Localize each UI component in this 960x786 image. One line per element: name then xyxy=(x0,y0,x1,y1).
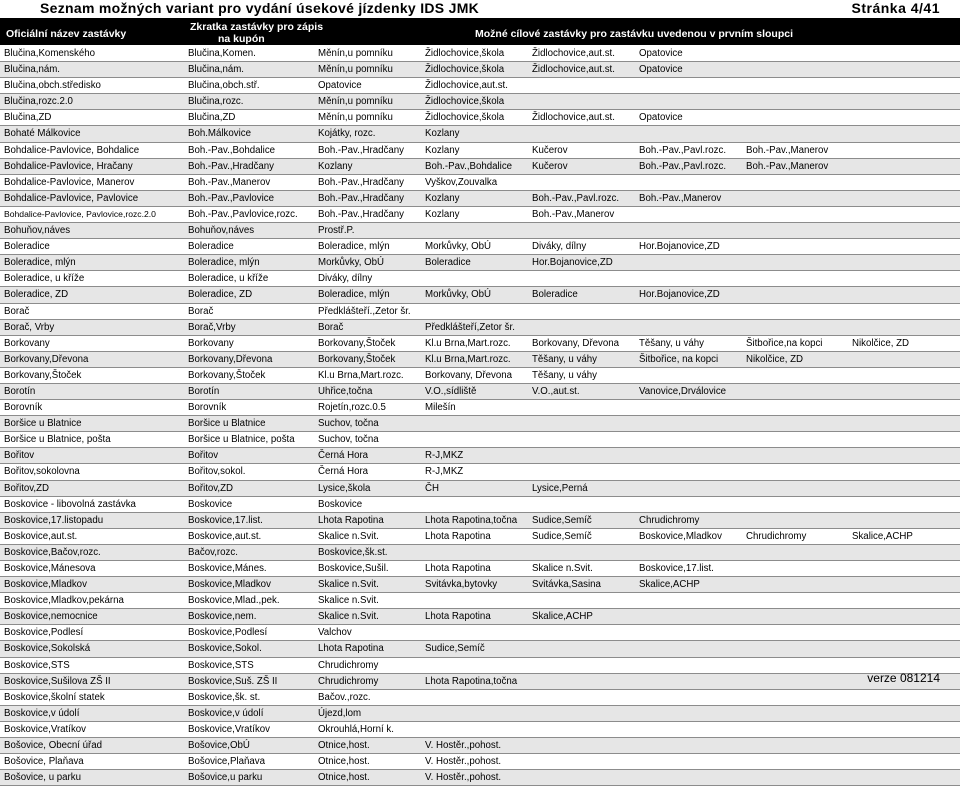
table-row xyxy=(0,207,960,223)
table-row xyxy=(0,110,960,126)
stop-abbrev-cell: Boleradice, u kříže xyxy=(188,273,269,285)
table-row xyxy=(0,304,960,320)
stop-abbrev-cell: Bořitov,ZD xyxy=(188,482,234,494)
table-row xyxy=(0,432,960,448)
target-stop-cell: Boh.-Pav.,Hradčany xyxy=(318,208,404,220)
target-stop-cell: Uhřice,točna xyxy=(318,385,373,397)
stop-abbrev-cell: Blučina,Komen. xyxy=(188,48,256,59)
stop-name-cell: Boleradice xyxy=(4,241,50,253)
stop-name-cell: Boskovice,Sušilova ZŠ II xyxy=(4,675,111,687)
target-stop-cell: Svitávka,Sasina xyxy=(532,579,601,591)
target-stop-cell: Chrudichromy xyxy=(318,675,379,687)
stop-name-cell: Bošovice, Obecní úřad xyxy=(4,740,103,752)
stop-name-cell: Boskovice,v údolí xyxy=(4,707,80,719)
target-stop-cell: Boh.-Pav.,Manerov xyxy=(639,192,722,204)
stop-name-cell: Blučina,Komenského xyxy=(4,48,96,59)
table-row xyxy=(0,658,960,674)
target-stop-cell: Měnín,u pomníku xyxy=(318,64,393,76)
target-stop-cell: Boleradice xyxy=(532,289,578,301)
target-stop-cell: Židlochovice,aut.st. xyxy=(532,48,615,59)
table-row xyxy=(0,674,960,690)
stop-name-cell: Boskovice,školní statek xyxy=(4,691,105,703)
target-stop-cell: Borač xyxy=(318,321,344,333)
stop-abbrev-cell: Boskovice,v údolí xyxy=(188,707,264,719)
target-stop-cell: Šitbořice,na kopci xyxy=(746,337,823,349)
target-stop-cell: Boh.-Pav.,Bohdalice xyxy=(425,160,513,172)
stop-name-cell: Boskovice,Vratíkov xyxy=(4,723,87,735)
target-stop-cell: Boh.-Pav.,Pavl.rozc. xyxy=(639,144,727,156)
target-stop-cell: Kučerov xyxy=(532,144,568,156)
stop-name-cell: Blučina,rozc.2.0 xyxy=(4,96,73,108)
stop-abbrev-cell: Boskovice,aut.st. xyxy=(188,530,262,542)
target-stop-cell: Černá Hora xyxy=(318,450,369,462)
col-header-abbrev xyxy=(190,21,323,45)
target-stop-cell: Černá Hora xyxy=(318,466,369,478)
stop-name-cell: Boršice u Blatnice, pošta xyxy=(4,434,111,446)
stop-abbrev-cell: Bošovice,ObÚ xyxy=(188,740,250,752)
target-stop-cell: Diváky, dílny xyxy=(532,241,587,253)
stop-abbrev-cell: Borovník xyxy=(188,402,227,414)
target-stop-cell: Skalice n.Svit. xyxy=(318,595,379,607)
target-stop-cell: Lhota Rapotina,točna xyxy=(425,514,518,526)
stop-abbrev-cell: Boh.Málkovice xyxy=(188,128,251,140)
target-stop-cell: Skalice n.Svit. xyxy=(318,611,379,623)
stop-abbrev-cell: Borač xyxy=(188,305,214,317)
target-stop-cell: Opatovice xyxy=(639,48,683,59)
target-stop-cell: Kl.u Brna,Mart.rozc. xyxy=(318,369,404,381)
target-stop-cell: Skalice n.Svit. xyxy=(318,579,379,591)
table-row xyxy=(0,46,960,62)
target-stop-cell: Sudice,Semíč xyxy=(532,514,592,526)
target-stop-cell: Újezd,lom xyxy=(318,707,362,719)
target-stop-cell: Těšany, u váhy xyxy=(532,353,597,365)
target-stop-cell: Židlochovice,aut.st. xyxy=(425,80,508,92)
target-stop-cell: Měnín,u pomníku xyxy=(318,112,393,124)
table-row xyxy=(0,271,960,287)
stop-abbrev-cell: Boskovice,Podlesí xyxy=(188,627,268,639)
target-stop-cell: Vyškov,Zouvalka xyxy=(425,176,498,188)
target-stop-cell: Boh.-Pav.,Manerov xyxy=(532,208,615,220)
target-stop-cell: Opatovice xyxy=(639,64,683,76)
table-row xyxy=(0,94,960,110)
target-stop-cell: Kl.u Brna,Mart.rozc. xyxy=(425,337,511,349)
target-stop-cell: Těšany, u váhy xyxy=(639,337,704,349)
stop-abbrev-cell: Borkovany,Dřevona xyxy=(188,353,273,365)
table-row xyxy=(0,464,960,480)
target-stop-cell: Boh.-Pav.,Manerov xyxy=(746,160,829,172)
target-stop-cell: Otnice,host. xyxy=(318,772,370,784)
stop-name-cell: Bohaté Málkovice xyxy=(4,128,81,140)
table-row xyxy=(0,368,960,384)
target-stop-cell: Morkůvky, ObÚ xyxy=(425,241,492,253)
target-stop-cell: Boskovice xyxy=(318,498,363,510)
table-row xyxy=(0,738,960,754)
stop-name-cell: Borkovany,Štoček xyxy=(4,369,82,381)
table-row xyxy=(0,513,960,529)
target-stop-cell: Nikolčice, ZD xyxy=(852,337,910,349)
stop-abbrev-cell: Bořitov xyxy=(188,450,219,462)
table-row xyxy=(0,706,960,722)
target-stop-cell: Kozlany xyxy=(425,208,460,220)
target-stop-cell: Boleradice xyxy=(425,257,471,269)
stop-name-cell: Borotín xyxy=(4,385,36,397)
stop-abbrev-cell: Boskovice,Mlad.,pek. xyxy=(188,595,280,607)
stop-name-cell: Bořitov xyxy=(4,450,35,462)
target-stop-cell: Židlochovice,škola xyxy=(425,112,505,124)
target-stop-cell: Hor.Bojanovice,ZD xyxy=(532,257,613,269)
target-stop-cell: Opatovice xyxy=(318,80,362,92)
target-stop-cell: Skalice,ACHP xyxy=(532,611,593,623)
target-stop-cell: Borkovany, Dřevona xyxy=(425,369,513,381)
table-row xyxy=(0,609,960,625)
stop-abbrev-cell: Boskovice,Sokol. xyxy=(188,643,262,655)
target-stop-cell: Bačov.,rozc. xyxy=(318,691,371,703)
stop-name-cell: Bošovice, Plaňava xyxy=(4,756,84,768)
stop-name-cell: Blučina,nám. xyxy=(4,64,61,76)
target-stop-cell: Boh.-Pav.,Hradčany xyxy=(318,144,404,156)
stop-name-cell: Bohdalice-Pavlovice, Pavlovice xyxy=(4,192,139,204)
target-stop-cell: Kozlany xyxy=(425,128,460,140)
target-stop-cell: Předklášteří,Zetor šr. xyxy=(425,321,515,333)
stop-name-cell: Boskovice,STS xyxy=(4,659,70,671)
stop-name-cell: Borkovany xyxy=(4,337,50,349)
table-row xyxy=(0,641,960,657)
target-stop-cell: Předklášteří.,Zetor šr. xyxy=(318,305,411,317)
table-row xyxy=(0,223,960,239)
target-stop-cell: Skalice,ACHP xyxy=(639,579,700,591)
target-stop-cell: Kučerov xyxy=(532,160,568,172)
target-stop-cell: Kozlany xyxy=(318,160,353,172)
stop-name-cell: Bohuňov,náves xyxy=(4,225,71,237)
table-row xyxy=(0,62,960,78)
target-stop-cell: Lhota Rapotina xyxy=(425,563,491,574)
target-stop-cell: Okrouhlá,Horní k. xyxy=(318,723,394,735)
stop-abbrev-cell: Boh.-Pav.,Pavlovice,rozc. xyxy=(188,208,298,220)
table-row xyxy=(0,159,960,175)
target-stop-cell: Nikolčice, ZD xyxy=(746,353,804,365)
target-stop-cell: Lhota Rapotina xyxy=(425,611,491,623)
target-stop-cell: V.O.,sídliště xyxy=(425,385,477,397)
stop-abbrev-cell: Borkovany,Štoček xyxy=(188,369,266,381)
stop-abbrev-cell: Boskovice,Vratíkov xyxy=(188,723,271,735)
target-stop-cell: Skalice,ACHP xyxy=(852,530,913,542)
table-row xyxy=(0,690,960,706)
stop-name-cell: Blučina,obch.středisko xyxy=(4,80,101,92)
table-header xyxy=(0,18,960,45)
stop-abbrev-cell: Boršice u Blatnice xyxy=(188,418,266,430)
stop-abbrev-cell: Boleradice xyxy=(188,241,234,253)
target-stop-cell: ČH xyxy=(425,482,439,494)
col-header-targets: Možné cílové zastávky pro zastávku uvedenou v prvním sloupci xyxy=(475,28,794,40)
stop-name-cell: Boskovice,Podlesí xyxy=(4,627,84,639)
stop-name-cell: Bohdalice-Pavlovice, Manerov xyxy=(4,176,135,188)
table-row xyxy=(0,722,960,738)
target-stop-cell: V. Hostěr.,pohost. xyxy=(425,740,502,752)
table-row xyxy=(0,320,960,336)
target-stop-cell: Skalice n.Svit. xyxy=(318,530,379,542)
target-stop-cell: Židlochovice,škola xyxy=(425,48,505,59)
target-stop-cell: Boh.-Pav.,Pavl.rozc. xyxy=(639,160,727,172)
stop-name-cell: Boleradice, u kříže xyxy=(4,273,85,285)
stop-name-cell: Boskovice,Mladkov xyxy=(4,579,87,591)
target-stop-cell: Borkovany,Štoček xyxy=(318,337,396,349)
table-row xyxy=(0,384,960,400)
stop-abbrev-cell: Bošovice,Plaňava xyxy=(188,756,266,768)
target-stop-cell: Boh.-Pav.,Hradčany xyxy=(318,176,404,188)
target-stop-cell: Židlochovice,aut.st. xyxy=(532,64,615,76)
target-stop-cell: R-J,MKZ xyxy=(425,450,464,462)
target-stop-cell: Kojátky, rozc. xyxy=(318,128,376,140)
stop-abbrev-cell: Boh.-Pav.,Pavlovice xyxy=(188,192,274,204)
target-stop-cell: Hor.Bojanovice,ZD xyxy=(639,241,720,253)
stop-abbrev-cell: Boskovice,Mánes. xyxy=(188,563,267,574)
table-row xyxy=(0,400,960,416)
stop-abbrev-cell: Boleradice, ZD xyxy=(188,289,253,301)
table-row xyxy=(0,239,960,255)
target-stop-cell: Valchov xyxy=(318,627,352,639)
stop-abbrev-cell: Boskovice,17.list. xyxy=(188,514,263,526)
target-stop-cell: R-J,MKZ xyxy=(425,466,464,478)
stop-abbrev-cell: Boskovice xyxy=(188,498,233,510)
target-stop-cell: Skalice n.Svit. xyxy=(532,563,593,574)
target-stop-cell: Židlochovice,škola xyxy=(425,96,505,108)
col-header-abbrev-line2: na kupón xyxy=(218,33,265,45)
target-stop-cell: Chrudichromy xyxy=(639,514,700,526)
target-stop-cell: Židlochovice,aut.st. xyxy=(532,112,615,124)
target-stop-cell: V. Hostěr.,pohost. xyxy=(425,772,502,784)
stop-abbrev-cell: Boršice u Blatnice, pošta xyxy=(188,434,295,446)
target-stop-cell: Šitbořice, na kopci xyxy=(639,353,719,365)
target-stop-cell: Lhota Rapotina,točna xyxy=(425,675,518,687)
target-stop-cell: Lhota Rapotina xyxy=(318,643,384,655)
target-stop-cell: Prostř.P. xyxy=(318,225,355,237)
stop-abbrev-cell: Boleradice, mlýn xyxy=(188,257,260,269)
stop-abbrev-cell: Boh.-Pav.,Hradčany xyxy=(188,160,274,172)
stop-abbrev-cell: Blučina,rozc. xyxy=(188,96,244,108)
stop-abbrev-cell: Borač,Vrby xyxy=(188,321,236,333)
target-stop-cell: Měnín,u pomníku xyxy=(318,96,393,108)
target-stop-cell: Boleradice, mlýn xyxy=(318,289,390,301)
target-stop-cell: Otnice,host. xyxy=(318,740,370,752)
target-stop-cell: Lhota Rapotina xyxy=(318,514,384,526)
target-stop-cell: Svitávka,bytovky xyxy=(425,579,498,591)
stop-abbrev-cell: Boh.-Pav.,Manerov xyxy=(188,176,271,188)
target-stop-cell: Boskovice,17.list. xyxy=(639,563,714,574)
stop-name-cell: Borkovany,Dřevona xyxy=(4,353,89,365)
stop-name-cell: Boleradice, ZD xyxy=(4,289,69,301)
target-stop-cell: Lysice,Perná xyxy=(532,482,588,494)
stop-name-cell: Bořitov,sokolovna xyxy=(4,466,80,478)
stop-name-cell: Boskovice,Sokolská xyxy=(4,643,91,655)
table-row xyxy=(0,497,960,513)
stop-abbrev-cell: Boskovice,šk. st. xyxy=(188,691,261,703)
table-row xyxy=(0,448,960,464)
table-row xyxy=(0,593,960,609)
target-stop-cell: Lhota Rapotina xyxy=(425,530,491,542)
stop-name-cell: Boršice u Blatnice xyxy=(4,418,82,430)
target-stop-cell: Sudice,Semíč xyxy=(425,643,485,655)
table-row xyxy=(0,78,960,94)
target-stop-cell: Boh.-Pav.,Pavl.rozc. xyxy=(532,192,620,204)
table-row xyxy=(0,352,960,368)
stop-abbrev-cell: Bošovice,u parku xyxy=(188,772,263,784)
target-stop-cell: Boleradice, mlýn xyxy=(318,241,390,253)
target-stop-cell: Chrudichromy xyxy=(318,659,379,671)
version-label: verze 081214 xyxy=(867,671,940,685)
table-row xyxy=(0,416,960,432)
stop-abbrev-cell: Borkovany xyxy=(188,337,234,349)
page-title: Seznam možných variant pro vydání úsekové jízdenky IDS JMK xyxy=(40,0,480,16)
target-stop-cell: Měnín,u pomníku xyxy=(318,48,393,59)
target-stop-cell: Suchov, točna xyxy=(318,434,379,446)
target-stop-cell: Těšany, u váhy xyxy=(532,369,597,381)
table-row xyxy=(0,770,960,786)
target-stop-cell: Borkovany, Dřevona xyxy=(532,337,620,349)
table-row xyxy=(0,191,960,207)
stop-abbrev-cell: Boh.-Pav.,Bohdalice xyxy=(188,144,276,156)
stop-abbrev-cell: Blučina,ZD xyxy=(188,112,236,124)
table-row xyxy=(0,287,960,303)
target-stop-cell: Vanovice,Drválovice xyxy=(639,385,727,397)
stop-name-cell: Bořitov,ZD xyxy=(4,482,50,494)
target-stop-cell: Suchov, točna xyxy=(318,418,379,430)
target-stop-cell: Morkůvky, ObÚ xyxy=(425,289,492,301)
target-stop-cell: Boh.-Pav.,Hradčany xyxy=(318,192,404,204)
stop-name-cell: Boskovice,Mladkov,pekárna xyxy=(4,595,124,607)
stop-name-cell: Boskovice,Bačov,rozc. xyxy=(4,546,101,558)
stop-abbrev-cell: Blučina,nám. xyxy=(188,64,245,76)
stop-abbrev-cell: Boskovice,STS xyxy=(188,659,254,671)
target-stop-cell: Boskovice,Sušil. xyxy=(318,563,389,574)
target-stop-cell: Kozlany xyxy=(425,144,460,156)
target-stop-cell: Hor.Bojanovice,ZD xyxy=(639,289,720,301)
stop-name-cell: Boskovice,nemocnice xyxy=(4,611,98,623)
stop-name-cell: Bohdalice-Pavlovice, Hračany xyxy=(4,160,133,172)
target-stop-cell: Boskovice,Mladkov xyxy=(639,530,722,542)
stop-abbrev-cell: Boskovice,nem. xyxy=(188,611,257,623)
stop-name-cell: Boskovice - libovolná zastávka xyxy=(4,498,136,510)
target-stop-cell: Sudice,Semíč xyxy=(532,530,592,542)
target-stop-cell: Borkovany,Štoček xyxy=(318,353,396,365)
target-stop-cell: V.O.,aut.st. xyxy=(532,385,580,397)
target-stop-cell: Otnice,host. xyxy=(318,756,370,768)
target-stop-cell: Boh.-Pav.,Manerov xyxy=(746,144,829,156)
stop-name-cell: Boskovice,17.listopadu xyxy=(4,514,104,526)
stop-name-cell: Boskovice,Mánesova xyxy=(4,563,96,574)
stop-abbrev-cell: Bohuňov,náves xyxy=(188,225,255,237)
table-row xyxy=(0,481,960,497)
target-stop-cell: V. Hostěr.,pohost. xyxy=(425,756,502,768)
table-row xyxy=(0,577,960,593)
stop-name-cell: Boleradice, mlýn xyxy=(4,257,76,269)
target-stop-cell: Morkůvky, ObÚ xyxy=(318,257,385,269)
target-stop-cell: Rojetín,rozc.0.5 xyxy=(318,402,386,414)
target-stop-cell: Kozlany xyxy=(425,192,460,204)
stop-abbrev-cell: Boskovice,Mladkov xyxy=(188,579,271,591)
stop-name-cell: Bohdalice-Pavlovice, Pavlovice,rozc.2.0 xyxy=(4,208,156,219)
target-stop-cell: Lysice,škola xyxy=(318,482,371,494)
stop-name-cell: Borovník xyxy=(4,402,43,414)
stop-abbrev-cell: Bačov,rozc. xyxy=(188,546,238,558)
target-stop-cell: Milešín xyxy=(425,402,456,414)
target-stop-cell: Židlochovice,škola xyxy=(425,64,505,76)
stop-abbrev-cell: Bořitov,sokol. xyxy=(188,466,246,478)
stop-name-cell: Borač, Vrby xyxy=(4,321,55,333)
col-header-official: Oficiální název zastávky xyxy=(6,28,127,40)
table-row xyxy=(0,143,960,159)
stop-name-cell: Borač xyxy=(4,305,30,317)
stop-abbrev-cell: Boskovice,Suš. ZŠ II xyxy=(188,675,278,687)
col-header-abbrev-line1: Zkratka zastávky pro zápis xyxy=(190,21,324,33)
table-row xyxy=(0,754,960,770)
table-row xyxy=(0,529,960,545)
page-number: Stránka 4/41 xyxy=(851,0,940,16)
target-stop-cell: Chrudichromy xyxy=(746,530,807,542)
target-stop-cell: Opatovice xyxy=(639,112,683,124)
table-row xyxy=(0,336,960,352)
stop-name-cell: Bošovice, u parku xyxy=(4,772,82,784)
table-row xyxy=(0,126,960,142)
table-body xyxy=(0,46,960,786)
table-row xyxy=(0,561,960,577)
target-stop-cell: Boskovice,šk.st. xyxy=(318,546,388,558)
table-row xyxy=(0,545,960,561)
stop-name-cell: Bohdalice-Pavlovice, Bohdalice xyxy=(4,144,140,156)
target-stop-cell: Kl.u Brna,Mart.rozc. xyxy=(425,353,511,365)
stop-abbrev-cell: Blučina,obch.stř. xyxy=(188,80,260,92)
table-row xyxy=(0,175,960,191)
stop-name-cell: Blučina,ZD xyxy=(4,112,52,124)
table-row xyxy=(0,625,960,641)
stop-abbrev-cell: Borotín xyxy=(188,385,220,397)
table-row xyxy=(0,255,960,271)
target-stop-cell: Diváky, dílny xyxy=(318,273,373,285)
stop-name-cell: Boskovice,aut.st. xyxy=(4,530,78,542)
